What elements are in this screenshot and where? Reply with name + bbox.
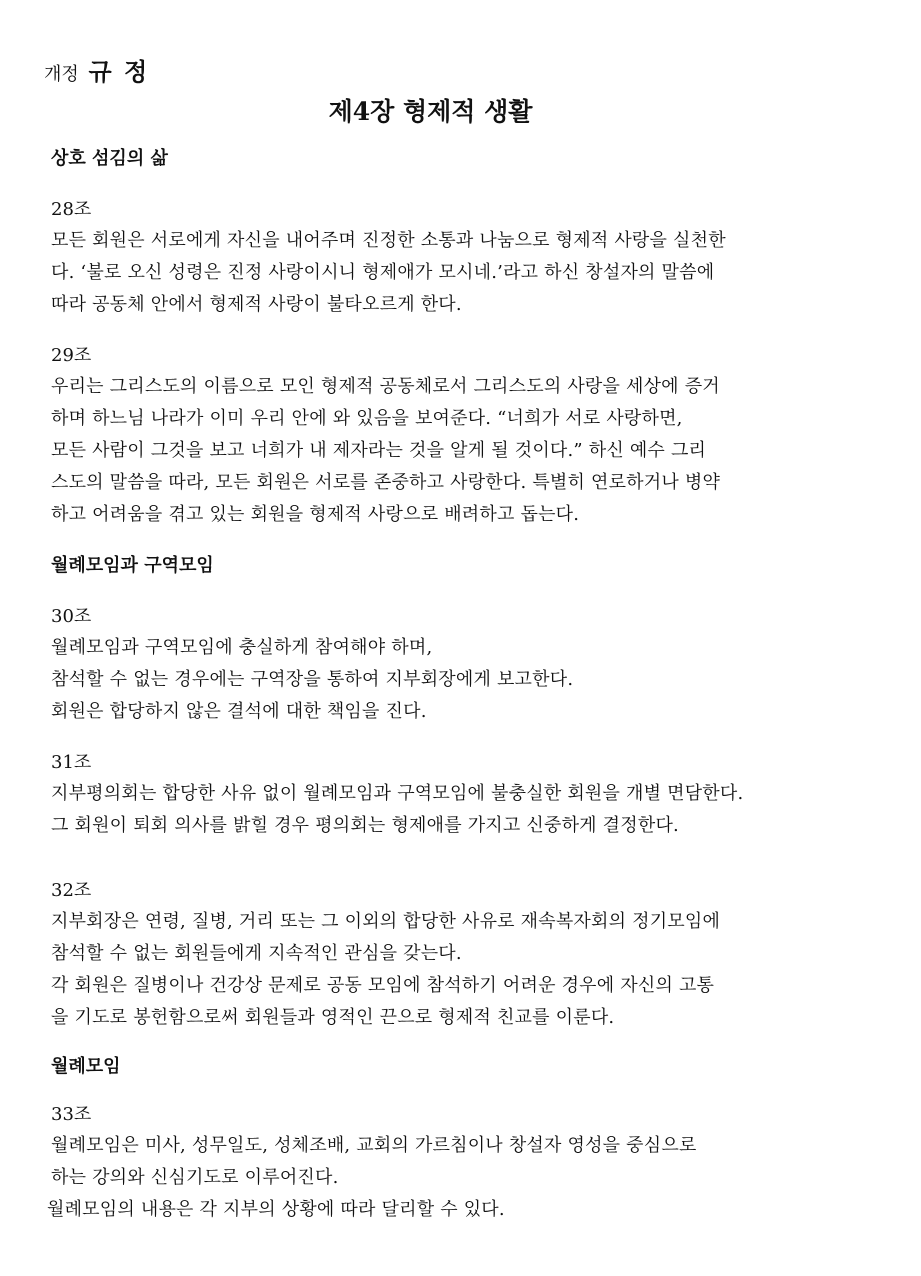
article-line: 하는 강의와 신심기도로 이루어진다. <box>51 1167 339 1188</box>
article-line: 참석할 수 없는 경우에는 구역장을 통하여 지부회장에게 보고한다. <box>51 669 574 690</box>
article-line: 모든 사람이 그것을 보고 너희가 내 제자라는 것을 알게 될 것이다.” 하신 예수 그리 <box>51 440 707 461</box>
article-line: 다. ‘불로 오신 성령은 진정 사랑이시니 형제애가 모시네.’라고 하신 창설자의 말씀에 <box>51 262 715 283</box>
article-line: 스도의 말씀을 따라, 모든 회원은 서로를 존중하고 사랑한다. 특별히 연로하거나 병약 <box>51 472 721 493</box>
section-title: 상호 섬김의 삶 <box>51 148 168 169</box>
section-title: 월례모임과 구역모임 <box>51 555 214 576</box>
article-line: 하며 하느님 나라가 이미 우리 안에 와 있음을 보여준다. “너희가 서로 사랑하면, <box>51 408 683 429</box>
article-line: 을 기도로 봉헌함으로써 회원들과 영적인 끈으로 형제적 친교를 이룬다. <box>51 1007 615 1028</box>
article-number: 32조 <box>51 880 92 901</box>
article-number: 28조 <box>51 199 92 220</box>
article-line: 모든 회원은 서로에게 자신을 내어주며 진정한 소통과 나눔으로 형제적 사랑을 실천한 <box>51 230 726 251</box>
revision-label <box>44 52 149 87</box>
article-line: 참석할 수 없는 회원들에게 지속적인 관심을 갖는다. <box>51 943 462 964</box>
article-line: 지부회장은 연령, 질병, 거리 또는 그 이외의 합당한 사유로 재속복자회의 정기모임에 <box>51 911 721 932</box>
article-line: 따라 공동체 안에서 형제적 사랑이 불타오르게 한다. <box>51 294 462 315</box>
article-number: 30조 <box>51 606 92 627</box>
section-title: 월례모임 <box>51 1056 121 1077</box>
chapter-title: 제4장 형제적 생활 <box>328 97 533 126</box>
article-line: 회원은 합당하지 않은 결석에 대한 책임을 진다. <box>51 701 427 722</box>
article-line: 각 회원은 질병이나 건강상 문제로 공동 모임에 참석하기 어려운 경우에 자신의 고통 <box>51 975 715 996</box>
article-number: 29조 <box>51 345 92 366</box>
article-line: 그 회원이 퇴회 의사를 밝힐 경우 평의회는 형제애를 가지고 신중하게 결정한다. <box>51 815 679 836</box>
article-line: 월례모임의 내용은 각 지부의 상황에 따라 달리할 수 있다. <box>47 1199 505 1220</box>
revision-small-text: 개정 <box>44 64 79 85</box>
article-number: 33조 <box>51 1104 92 1125</box>
article-line: 지부평의회는 합당한 사유 없이 월례모임과 구역모임에 불충실한 회원을 개별 면담한다. <box>51 783 744 804</box>
article-line: 하고 어려움을 겪고 있는 회원을 형제적 사랑으로 배려하고 돕는다. <box>51 504 580 525</box>
article-line: 우리는 그리스도의 이름으로 모인 형제적 공동체로서 그리스도의 사랑을 세상에 증거 <box>51 376 720 397</box>
article-line: 월례모임과 구역모임에 충실하게 참여해야 하며, <box>51 637 433 658</box>
revision-big-text: 규 정 <box>88 57 150 86</box>
article-number: 31조 <box>51 752 92 773</box>
article-line: 월례모임은 미사, 성무일도, 성체조배, 교회의 가르침이나 창설자 영성을 중심으로 <box>51 1135 697 1156</box>
